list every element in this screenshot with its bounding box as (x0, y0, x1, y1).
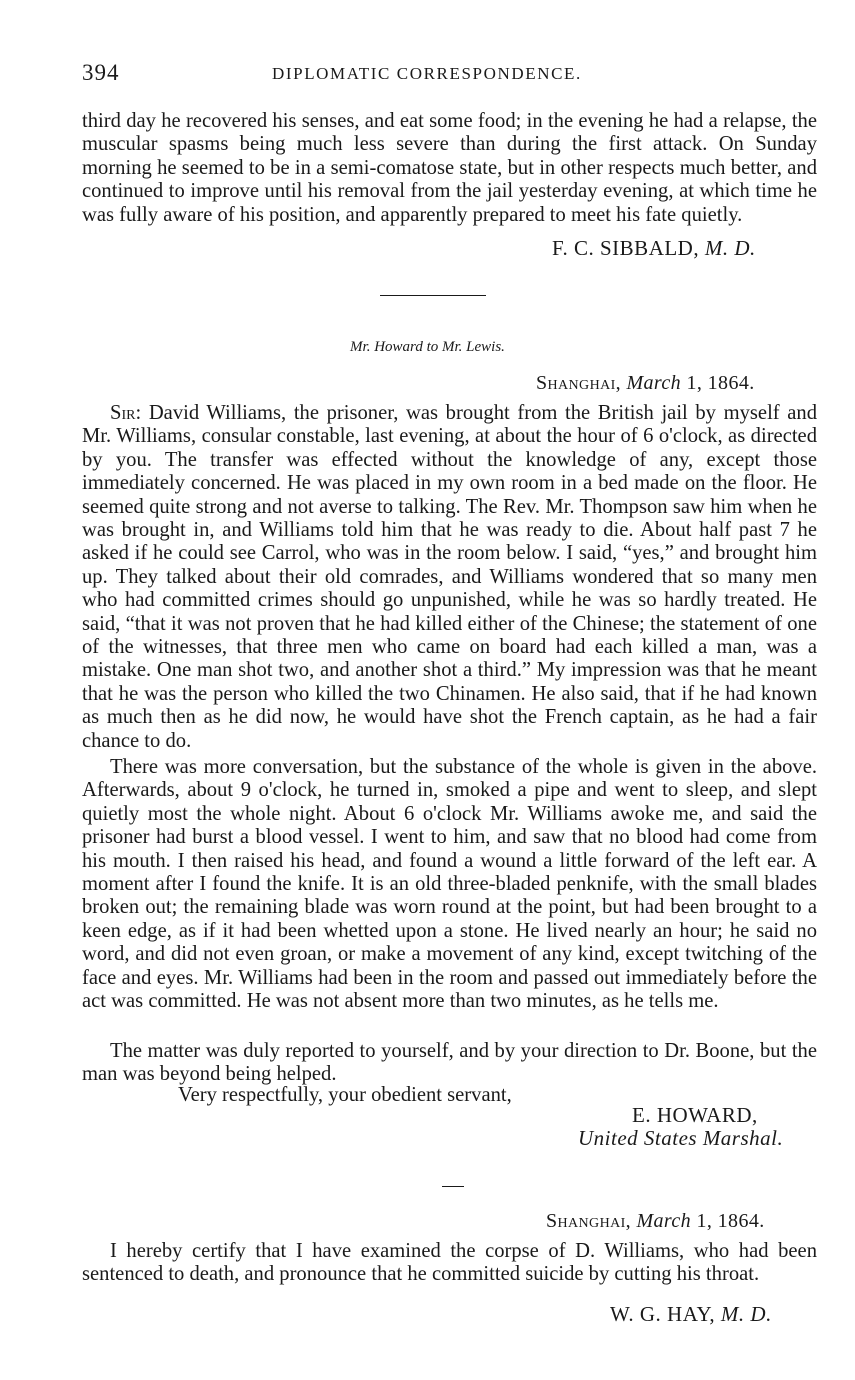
dateline-month: March (626, 372, 682, 394)
page-number: 394 (82, 60, 120, 85)
hay-signature (610, 1302, 772, 1327)
howard-signature-name: E. HOWARD, (632, 1103, 758, 1127)
signature-name: F. C. SIBBALD, (552, 236, 700, 260)
signature-title: M. D. (704, 236, 756, 260)
signature-title: M. D. (720, 1302, 772, 1326)
dateline-place: Shanghai, (536, 372, 622, 394)
letter-dateline (536, 372, 755, 395)
section-divider-short (442, 1186, 464, 1187)
letter-paragraph-2: There was more conversation, but the substance of the whole is given in the above. Afterwards, about 9 o'clock, he turned in, smoked a pipe and went to sleep, and slept quietly most the whole night. About 6 o'clock Mr. Williams awoke me, and said the prisoner had burst a blood vessel. I went to him, and saw that no blood had come from his mouth. I then raised his head, and found a wound a little forward of the left ear. A moment after I found the knife. It is an old three-bladed penknife, with the small blades broken out; the remaining blade was worn round at the point, but had been brought to a keen edge, as if it had been whetted upon a stone. He lived nearly an hour; he said no word, and did not even groan, or make a movement of any kind, except twitching of the face and eyes. Mr. Williams had been in the room and passed out immediately before the act was committed. He was not absent more than two minutes, as he tells me. (82, 756, 817, 1013)
signature-name: W. G. HAY, (610, 1302, 716, 1326)
dateline-place: Shanghai, (546, 1210, 632, 1232)
sibbald-signature (552, 236, 756, 261)
section-divider (380, 295, 486, 296)
dateline-rest: 1, 1864. (696, 1210, 765, 1232)
letter-paragraph-3: The matter was duly reported to yourself, and by your direction to Dr. Boone, but the man was beyond being helped. (82, 1040, 817, 1086)
letter-closing: Very respectfully, your obedient servant, (178, 1084, 512, 1106)
letter-paragraph-1 (82, 402, 817, 753)
running-head: DIPLOMATIC CORRESPONDENCE. (272, 64, 582, 83)
dateline-rest: 1, 1864. (686, 372, 755, 394)
page-header (82, 60, 812, 90)
letter-heading: Mr. Howard to Mr. Lewis. (350, 339, 505, 355)
dateline-month: March (636, 1210, 692, 1232)
salutation: Sir: (110, 402, 142, 424)
certificate-dateline (546, 1210, 765, 1233)
sibbald-report-text: third day he recovered his senses, and eat some food; in the evening he had a relapse, the muscular spasms being much less severe than during the first attack. On Sunday morning he seemed to be in a semi-comatose state, but in other respects much better, and continued to improve until his removal from the jail yesterday evening, at which time he was fully aware of his position, and apparently prepared to meet his fate quietly. (82, 110, 817, 226)
certificate-text: I hereby certify that I have examined the corpse of D. Williams, who had been sentenced to death, and pronounce that he committed suicide by cutting his throat. (82, 1240, 817, 1286)
howard-signature-title: United States Marshal. (578, 1126, 784, 1150)
paragraph-1-text: David Williams, the prisoner, was brought from the British jail by myself and Mr. Williams, consular constable, last evening, at about the hour of 6 o'clock, as directed by you. The transfer was effected without the knowledge of any, except those immediately concerned. He was placed in my own room in a bed made on the floor. He seemed quite strong and not averse to talking. The Rev. Mr. Thompson saw him when he was brought in, and Williams told him that he was ready to die. About half past 7 he asked if he could see Carrol, who was in the room below. I said, “yes,” and brought him up. They talked about their old comrades, and Williams wondered that so many men who had committed crimes should go unpunished, while he was so hardly treated. He said, “that it was not proven that he had killed either of the Chinese; the statement of one of the witnesses, that three men who came on board had each killed a man, was a mistake. One man shot two, and another shot a third.” My impression was that he meant that he was the person who killed the two Chinamen. He also said, that if he had known as much then as he did now, he would have shot the French captain, as he had a fair chance to do. (82, 402, 817, 752)
